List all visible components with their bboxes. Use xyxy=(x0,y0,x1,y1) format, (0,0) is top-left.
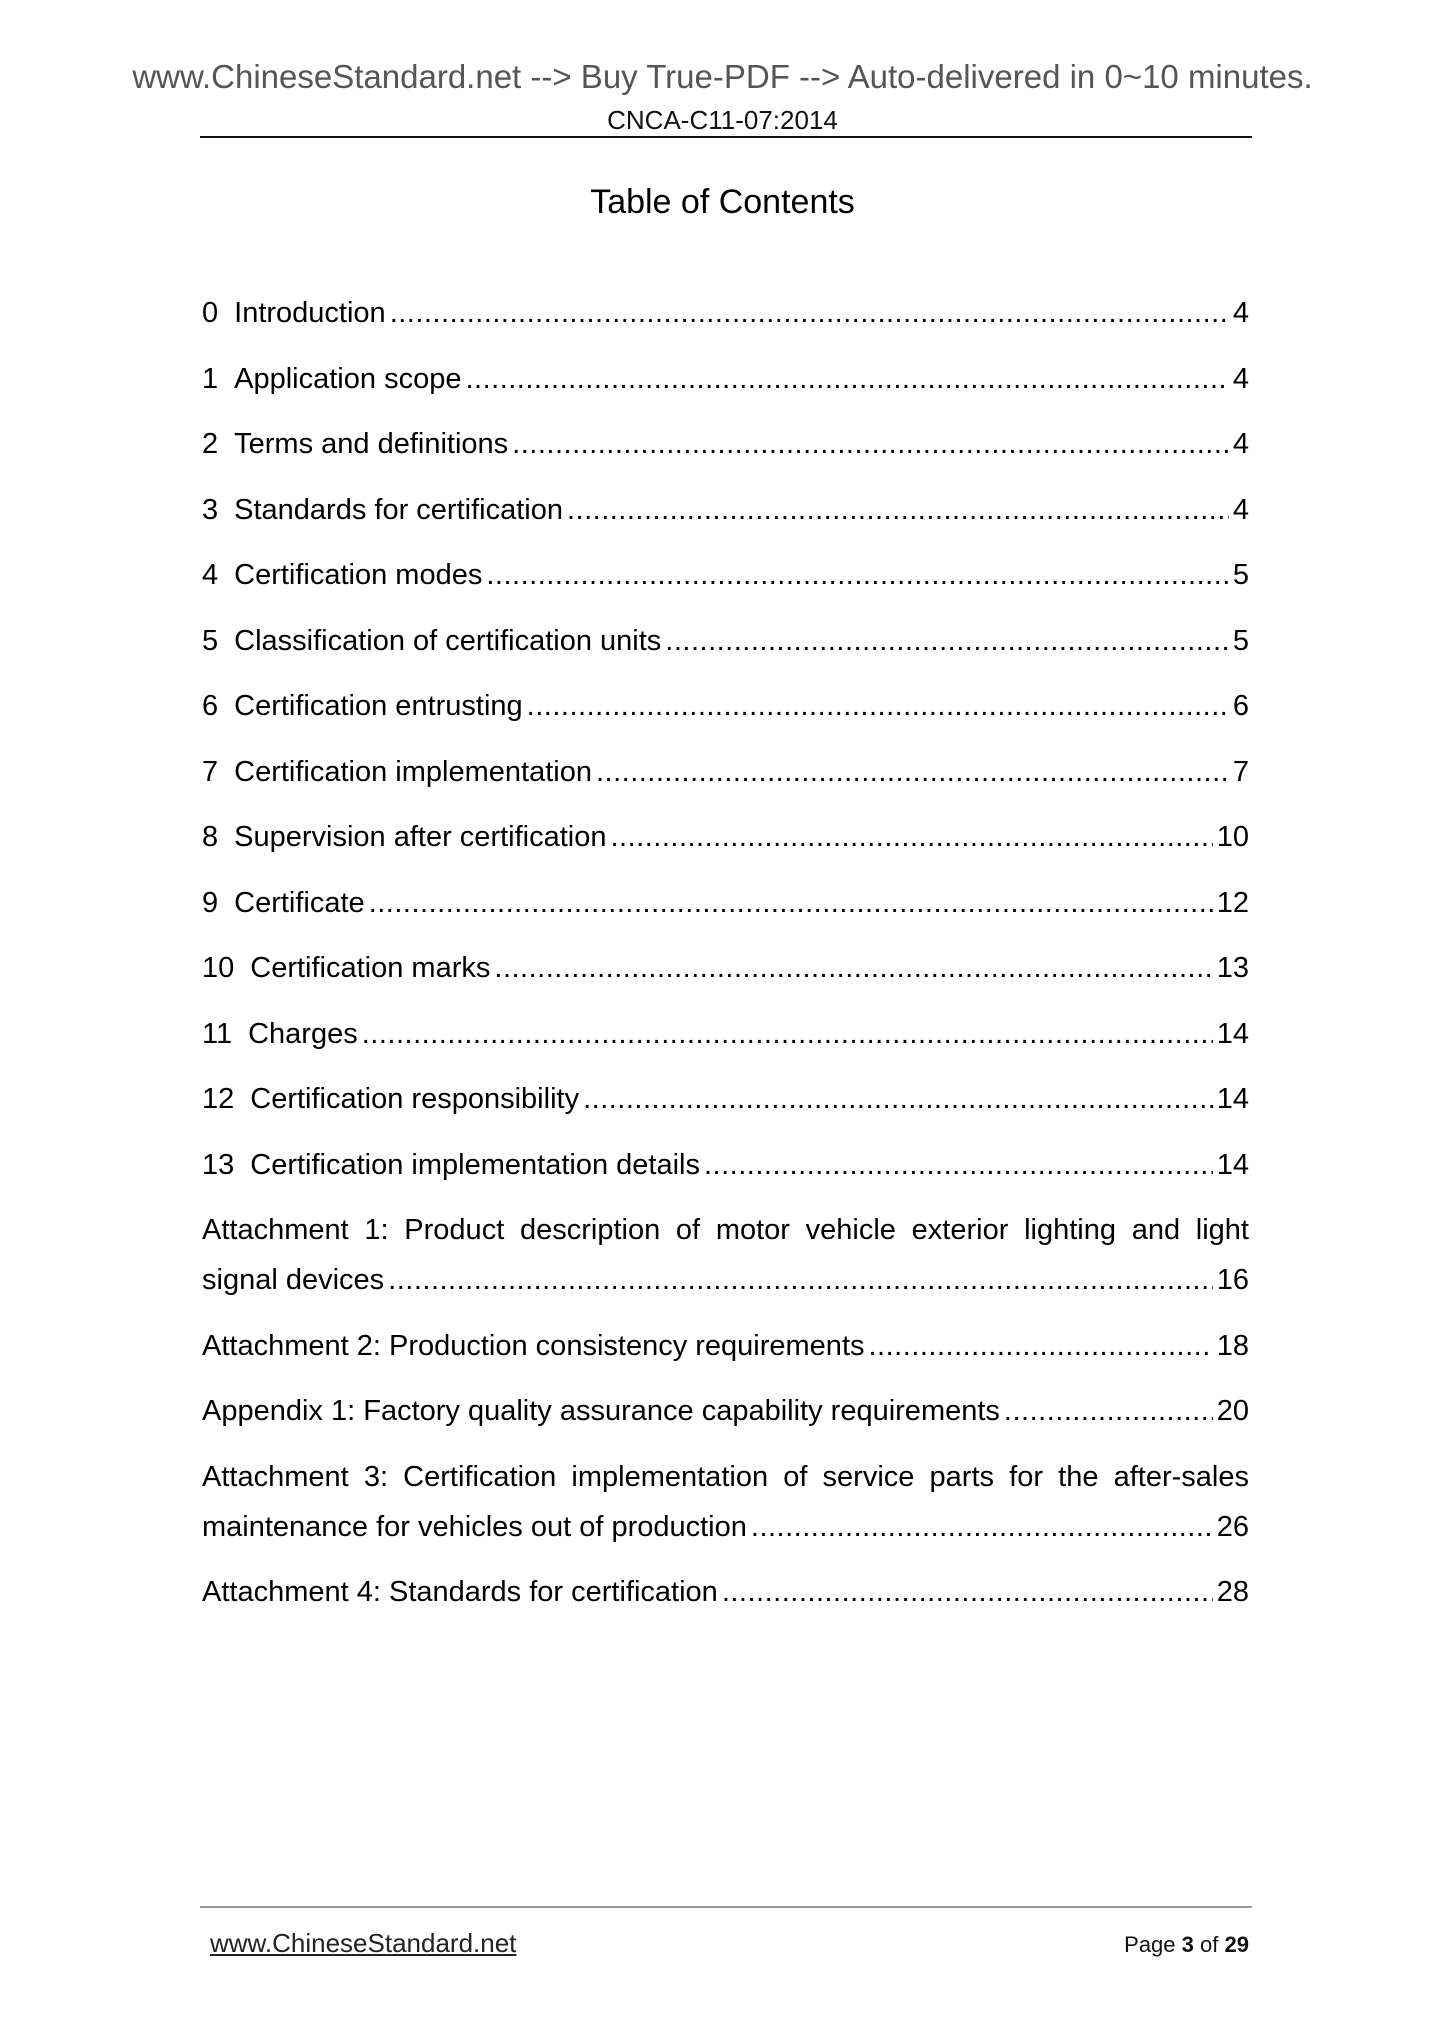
dot-leader xyxy=(751,1502,1213,1552)
toc-entry-page: 12 xyxy=(1216,886,1249,919)
toc-entry-page: 7 xyxy=(1232,755,1249,788)
dot-leader xyxy=(362,1009,1213,1059)
toc-entry-title: Attachment 1: Product description of motor vehicle exterior lighting and light xyxy=(202,1214,1249,1246)
toc-entry-page: 6 xyxy=(1232,690,1249,722)
toc-entry-number: 10 xyxy=(202,952,235,984)
toc-entry-number: 9 xyxy=(202,886,219,919)
toc-entry-11[interactable] xyxy=(202,1009,1249,1059)
toc-entry-title: Standards for certification xyxy=(234,493,563,526)
toc-entry-title-cont: maintenance for vehicles out of production xyxy=(202,1510,747,1543)
toc-entry-7[interactable] xyxy=(202,747,1249,797)
toc-entry-number: 1 xyxy=(202,362,219,395)
toc-entry-number: 13 xyxy=(202,1148,235,1181)
toc-entry-title: Application scope xyxy=(234,362,462,395)
toc-entry-page: 16 xyxy=(1216,1264,1249,1296)
page-title: Table of Contents xyxy=(590,183,855,221)
toc-entry-number: 7 xyxy=(202,755,219,788)
toc-entry-5[interactable] xyxy=(202,616,1249,666)
toc-entry-title: Attachment 2: Production consistency requirements xyxy=(202,1329,865,1362)
toc-entry-title: Attachment 4: Standards for certification xyxy=(202,1576,718,1608)
dot-leader xyxy=(583,1074,1213,1124)
toc-entry-title: Certificate xyxy=(234,886,365,919)
footer-divider xyxy=(200,1906,1252,1908)
toc-entry-page: 14 xyxy=(1216,1148,1249,1181)
toc-entry-9[interactable] xyxy=(202,878,1249,928)
toc-entry-number: 2 xyxy=(202,428,219,460)
toc-entry-13[interactable] xyxy=(202,1140,1249,1190)
toc-entry-page: 28 xyxy=(1216,1576,1249,1608)
dot-leader xyxy=(665,616,1229,666)
dot-leader xyxy=(869,1321,1213,1371)
toc-entry-page: 10 xyxy=(1216,821,1249,853)
toc-entry-number: 5 xyxy=(202,624,219,657)
dot-leader xyxy=(1004,1386,1213,1436)
dot-leader xyxy=(369,878,1213,928)
dot-leader xyxy=(512,419,1229,469)
toc-entry-title: Certification responsibility xyxy=(250,1083,580,1115)
toc-entry-number: 6 xyxy=(202,690,219,722)
dot-leader xyxy=(527,681,1229,731)
toc-entry-page: 14 xyxy=(1216,1083,1249,1115)
dot-leader xyxy=(390,288,1229,338)
toc-entry-0[interactable] xyxy=(202,288,1249,338)
toc-entry-number: 8 xyxy=(202,821,219,853)
dot-leader xyxy=(704,1140,1213,1190)
toc-entry-number: 11 xyxy=(202,1017,233,1050)
dot-leader xyxy=(596,747,1229,797)
dot-leader xyxy=(494,943,1212,993)
toc-entry-3[interactable] xyxy=(202,485,1249,535)
footer-website-link[interactable]: www.ChineseStandard.net xyxy=(210,1928,517,1958)
page-of-label: of xyxy=(1200,1932,1219,1957)
toc-entry-12[interactable] xyxy=(202,1074,1249,1124)
toc-entry-page: 18 xyxy=(1216,1329,1249,1362)
toc-entry-attachment-2[interactable] xyxy=(202,1321,1249,1371)
current-page: 3 xyxy=(1181,1932,1194,1957)
toc-entry-page: 20 xyxy=(1216,1395,1249,1427)
toc-entry-appendix-1[interactable] xyxy=(202,1386,1249,1436)
toc-entry-1[interactable] xyxy=(202,354,1249,404)
toc-entry-title: Charges xyxy=(248,1017,358,1050)
dot-leader xyxy=(722,1567,1213,1617)
table-of-contents xyxy=(202,288,1249,1633)
toc-entry-page: 5 xyxy=(1232,559,1249,591)
toc-entry-title: Certification marks xyxy=(250,952,491,984)
toc-entry-title: Supervision after certification xyxy=(234,821,607,853)
toc-entry-10[interactable] xyxy=(202,943,1249,993)
toc-entry-attachment-4[interactable] xyxy=(202,1567,1249,1617)
toc-entry-page: 13 xyxy=(1216,952,1249,984)
toc-entry-page: 5 xyxy=(1232,624,1249,657)
toc-entry-number: 0 xyxy=(202,297,219,329)
toc-entry-2[interactable] xyxy=(202,419,1249,469)
toc-entry-title: Terms and definitions xyxy=(234,428,509,460)
toc-entry-title: Certification entrusting xyxy=(234,690,523,722)
toc-entry-6[interactable] xyxy=(202,681,1249,731)
header-banner: www.ChineseStandard.net --> Buy True-PDF --> Auto-delivered in 0~10 minutes. xyxy=(132,58,1313,95)
toc-entry-title: Certification implementation xyxy=(234,755,592,788)
toc-entry-title: Certification modes xyxy=(234,559,483,591)
page-number xyxy=(1124,1932,1249,1958)
toc-entry-number: 12 xyxy=(202,1083,235,1115)
dot-leader xyxy=(610,812,1212,862)
toc-entry-attachment-3[interactable] xyxy=(202,1452,1249,1552)
toc-entry-title: Appendix 1: Factory quality assurance capability requirements xyxy=(202,1395,1000,1427)
dot-leader xyxy=(567,485,1229,535)
toc-entry-4[interactable] xyxy=(202,550,1249,600)
toc-entry-number: 4 xyxy=(202,559,219,591)
toc-entry-page: 4 xyxy=(1232,493,1249,526)
dot-leader xyxy=(465,354,1228,404)
total-pages: 29 xyxy=(1224,1932,1249,1957)
header-divider xyxy=(200,136,1252,138)
toc-entry-number: 3 xyxy=(202,493,219,526)
toc-entry-page: 4 xyxy=(1232,362,1249,395)
dot-leader xyxy=(388,1255,1213,1305)
document-code: CNCA-C11-07:2014 xyxy=(607,105,838,135)
dot-leader xyxy=(486,550,1229,600)
toc-entry-attachment-1[interactable] xyxy=(202,1205,1249,1305)
toc-entry-page: 26 xyxy=(1216,1510,1249,1543)
toc-entry-title: Classification of certification units xyxy=(234,624,662,657)
toc-entry-page: 14 xyxy=(1216,1017,1249,1050)
toc-entry-title: Certification implementation details xyxy=(250,1148,700,1181)
toc-entry-8[interactable] xyxy=(202,812,1249,862)
toc-entry-page: 4 xyxy=(1232,297,1249,329)
toc-entry-title: Introduction xyxy=(234,297,386,329)
toc-entry-title: Attachment 3: Certification implementation of service parts for the after-sales xyxy=(202,1460,1249,1493)
toc-entry-title-cont: signal devices xyxy=(202,1264,385,1296)
page-label: Page xyxy=(1124,1932,1176,1957)
toc-entry-page: 4 xyxy=(1232,428,1249,460)
